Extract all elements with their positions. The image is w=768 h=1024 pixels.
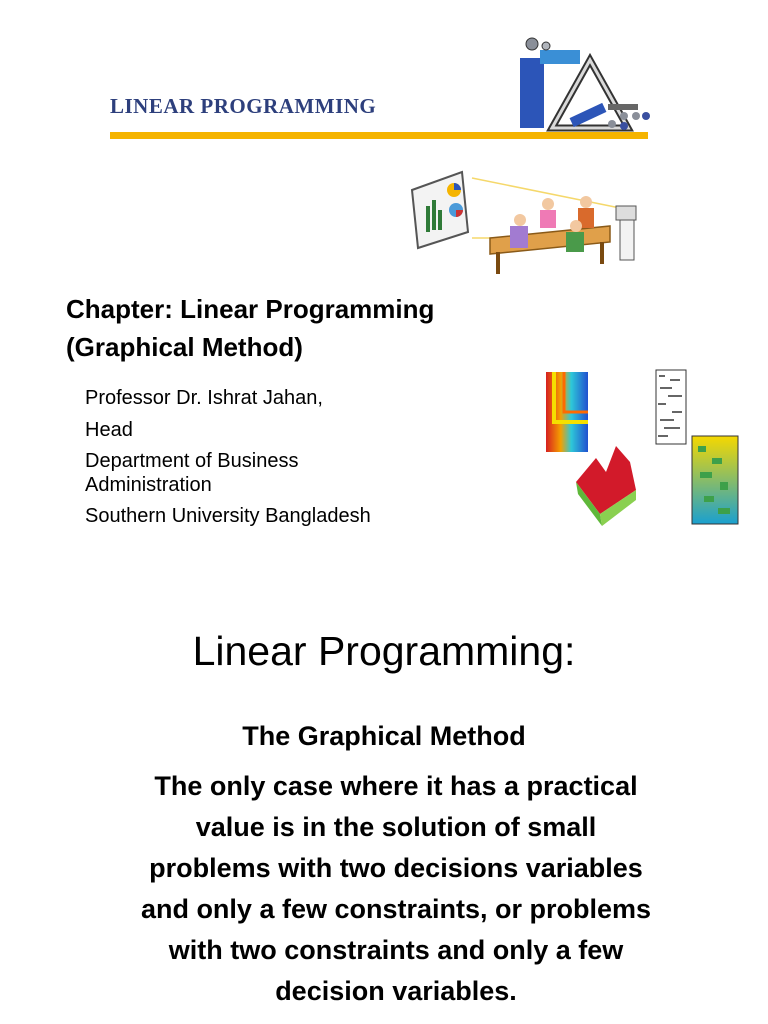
author-name: Professor Dr. Ishrat Jahan, — [85, 387, 323, 409]
scientific-plots-clipart — [540, 362, 748, 534]
drafting-tools-icon — [512, 36, 657, 136]
business-meeting-clipart — [410, 168, 642, 278]
author-department: Department of Business Administration — [85, 450, 299, 496]
author-block — [85, 385, 525, 535]
header-title: LINEAR PROGRAMMING — [110, 94, 377, 118]
slide2-subtitle: The Graphical Method — [242, 721, 526, 751]
author-university: Southern University Bangladesh — [85, 505, 371, 527]
author-role: Head — [85, 419, 133, 441]
chapter-title-line-1: Chapter: Linear Programming — [66, 294, 435, 324]
slide2-title: Linear Programming: — [192, 628, 576, 674]
slide2-body-text: The only case where it has a practical value is in the solution of small problems with two decisions variables and only a few constraints, or problems with two constraints and only a few decision variables. — [140, 771, 652, 1006]
chapter-title — [66, 290, 546, 366]
chapter-title-line-2: (Graphical Method) — [66, 332, 303, 362]
